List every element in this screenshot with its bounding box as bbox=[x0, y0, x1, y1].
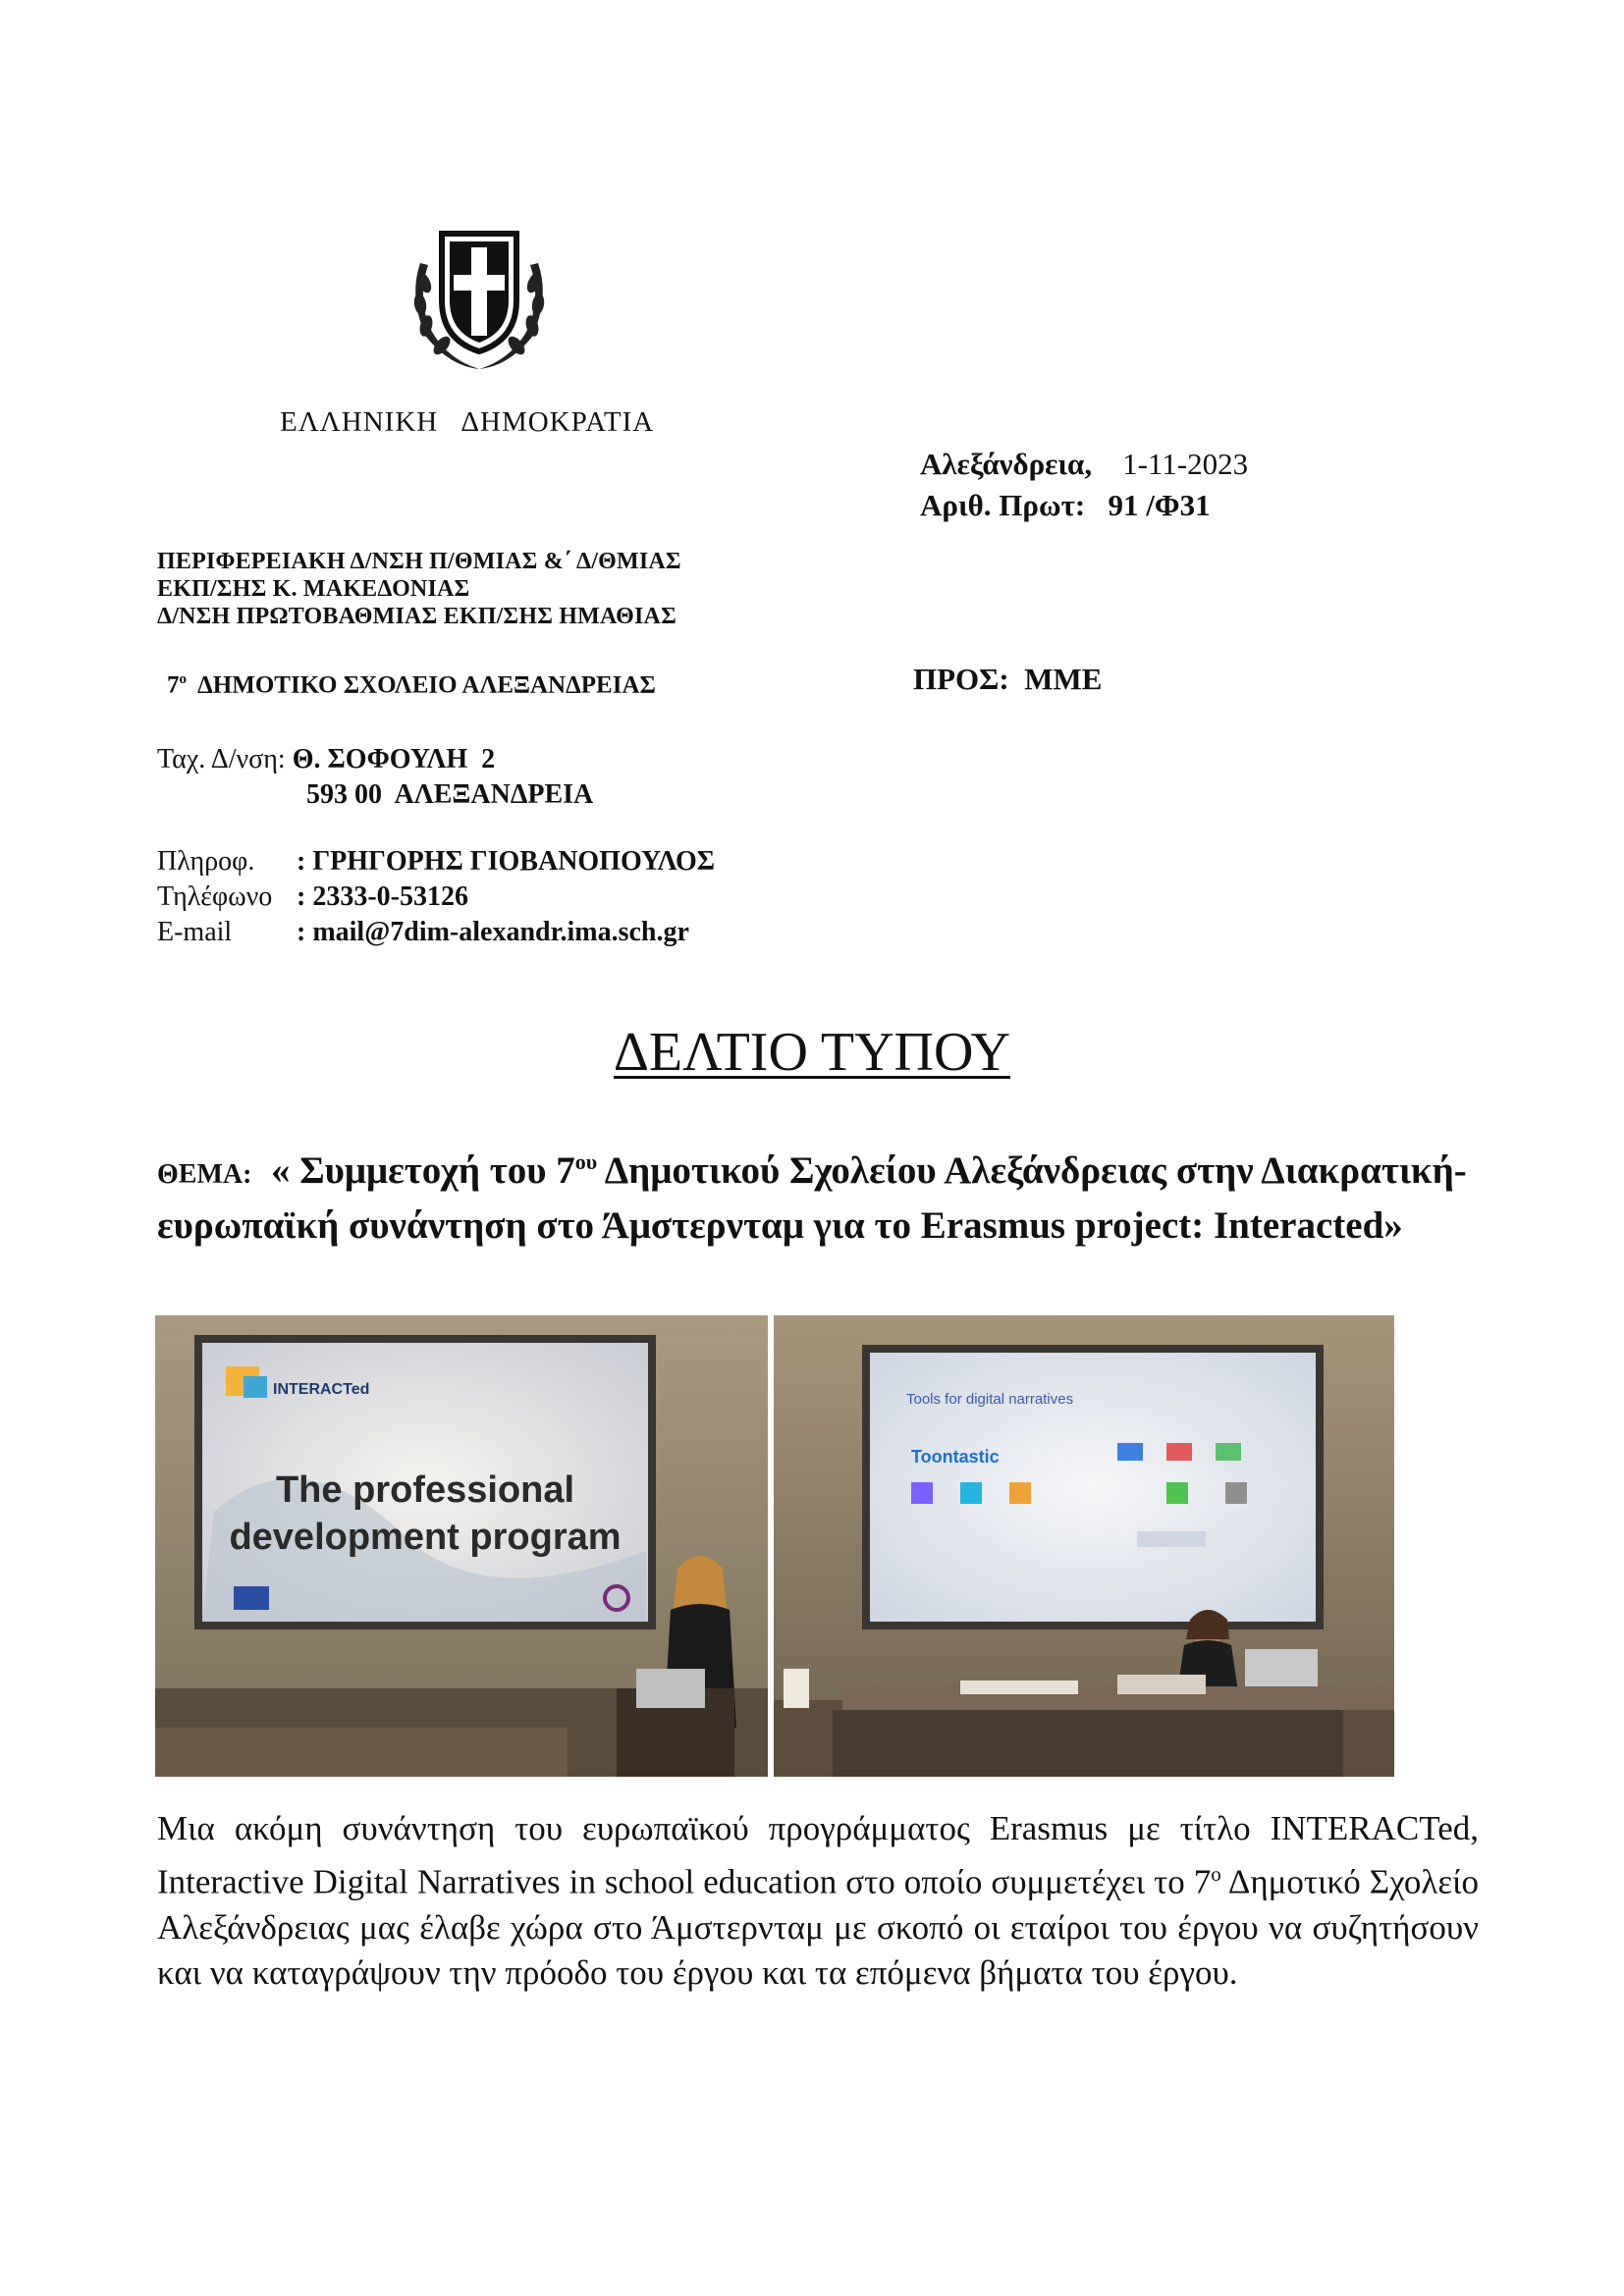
page-title: ΔΕΛΤΙΟ ΤΥΠΟΥ bbox=[613, 1022, 1011, 1083]
address-label: Ταχ. Δ/νση: bbox=[157, 744, 286, 774]
authority-line: ΠΕΡΙΦΕΡΕΙΑΚΗ Δ/ΝΣΗ Π/ΘΜΙΑΣ &΄ Δ/ΘΜΙΑΣ bbox=[157, 549, 681, 574]
date-row bbox=[920, 444, 1248, 485]
contact-block bbox=[157, 844, 715, 950]
place-label: Αλεξάνδρεια, bbox=[920, 447, 1093, 481]
slide-text-line: development program bbox=[229, 1517, 622, 1558]
slide-brand: INTERACTed bbox=[273, 1381, 370, 1398]
subject-label: ΘΕΜΑ: bbox=[157, 1159, 252, 1190]
coat-of-arms-icon bbox=[391, 204, 568, 381]
address-street: Θ. ΣΟΦΟΥΛΗ 2 bbox=[292, 744, 496, 774]
protocol-number: 91 /Φ31 bbox=[1108, 488, 1211, 522]
republic-heading: ΕΛΛΗΝΙΚΗ ΔΗΜΟΚΡΑΤΙΑ bbox=[280, 406, 655, 438]
authority-line: Δ/ΝΣΗ ΠΡΩΤΟΒΑΘΜΙΑΣ ΕΚΠ/ΣΗΣ ΗΜΑΘΙΑΣ bbox=[157, 604, 677, 629]
document-date: 1-11-2023 bbox=[1122, 447, 1249, 481]
authority-block bbox=[157, 548, 681, 630]
subject: ΘΕΜΑ: « Συμμετοχή του $7^{o\upsilon}$ Δημοτικού Σχολείου Αλεξάνδρειας στην Διακρατική- ευρωπαϊκή συνάντηση στο Άμστερνταμ για το Erasmus project: Interacted» bbox=[157, 1149, 1467, 1247]
slide-text-line: The professional bbox=[275, 1469, 575, 1511]
contact-row: Τηλέφωνο : 2333-0-53126 bbox=[157, 881, 468, 912]
authority-line: ΕΚΠ/ΣΗΣ Κ. ΜΑΚΕΔΟΝΙΑΣ bbox=[157, 576, 470, 602]
protocol-row bbox=[920, 485, 1248, 526]
body-paragraph: Μια ακόμη συνάντηση του ευρωπαϊκού προγράμματος Erasmus με τίτλο INTERACTed, Interactive Digital Narratives in school education στο οποίο συμμετέχει το $7^o$ Δημοτικό Σχολείο Αλεξάνδρειας μας έλαβε χώρα στο Άμστερνταμ με σκοπό οι εταίροι του έργου να συζητήσουν και να καταγράψουν την πρόοδο του έργου και τα επόμενα βήματα του έργου. bbox=[157, 1809, 1479, 1992]
meeting-photo bbox=[155, 1315, 1394, 1777]
recipient: ΠΡΟΣ: ΜΜΕ bbox=[913, 662, 1103, 696]
contact-row: E-mail : mail@7dim-alexandr.ima.sch.gr bbox=[157, 915, 715, 950]
email-link[interactable]: : mail@7dim-alexandr.ima.sch.gr bbox=[297, 917, 689, 947]
slide-title: Tools for digital narratives bbox=[906, 1391, 1074, 1408]
postal-address bbox=[157, 742, 593, 813]
slide-logo: Toontastic bbox=[911, 1447, 1000, 1467]
school-name: $7^o$ ΔΗΜΟΤΙΚΟ ΣΧΟΛΕΙΟ ΑΛΕΞΑΝΔΡΕΙΑΣ bbox=[167, 671, 656, 699]
protocol-label: Αριθ. Πρωτ: bbox=[920, 488, 1086, 522]
address-city: 593 00 ΑΛΕΞΑΝΔΡΕΙΑ bbox=[306, 779, 594, 810]
contact-row: Πληροφ. : ΓΡΗΓΟΡΗΣ ΓΙΟΒΑΝΟΠΟΥΛΟΣ bbox=[157, 846, 716, 877]
date-protocol-block bbox=[920, 444, 1248, 526]
